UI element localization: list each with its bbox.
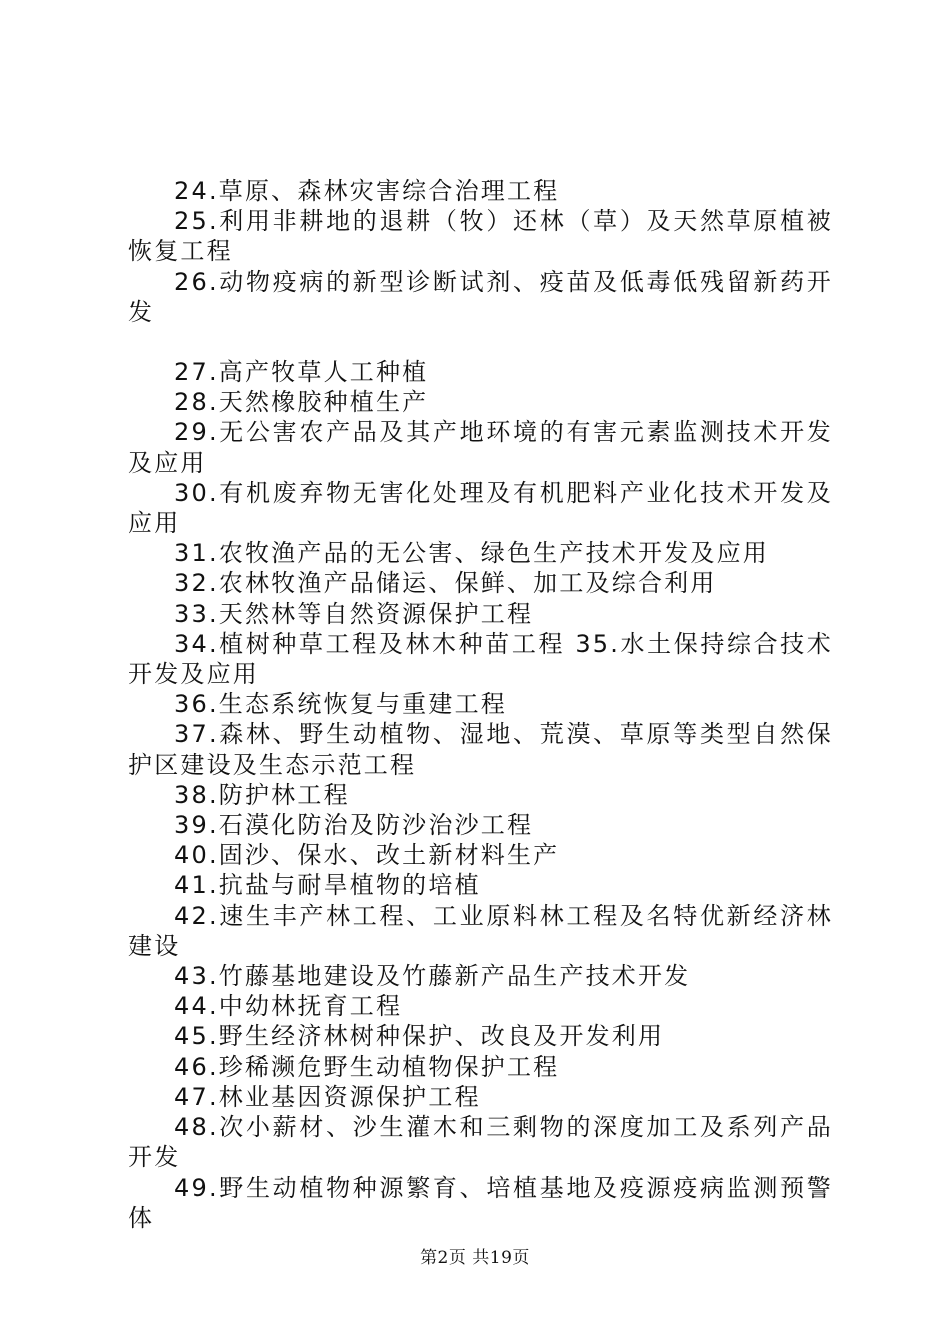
list-item: 25.利用非耕地的退耕（牧）还林（草）及天然草原植被恢复工程: [128, 207, 833, 266]
list-item: 39.石漠化防治及防沙治沙工程: [174, 811, 534, 840]
list-item: 47.林业基因资源保护工程: [174, 1082, 481, 1111]
list-item: 26.动物疫病的新型诊断试剂、疫苗及低毒低残留新药开发: [128, 267, 833, 326]
list-item: 49.野生动植物种源繁育、培植基地及疫源疫病监测预警体: [128, 1173, 833, 1232]
list-item: 34.植树种草工程及林木种苗工程 35.水土保持综合技术开发及应用: [128, 629, 833, 689]
list-item: 41.抗盐与耐旱植物的培植: [174, 871, 481, 900]
list-item: 24.草原、森林灾害综合治理工程: [174, 177, 560, 205]
list-item: 31.农牧渔产品的无公害、绿色生产技术开发及应用: [174, 539, 769, 568]
page-number: 第2页 共19页: [420, 1248, 530, 1268]
list-item: 38.防护林工程: [174, 780, 350, 809]
list-item: 44.中幼林抚育工程: [174, 992, 403, 1021]
list-item: 43.竹藤基地建设及竹藤新产品生产技术开发: [174, 962, 691, 991]
list-item: 27.高产牧草人工种植: [174, 358, 429, 387]
list-item: 30.有机废弃物无害化处理及有机肥料产业化技术开发及应用: [128, 478, 833, 538]
document-body: [128, 176, 833, 1233]
list-item: 40.固沙、保水、改土新材料生产: [174, 841, 560, 870]
list-item: 28.天然橡胶种植生产: [174, 388, 429, 417]
list-item: 36.生态系统恢复与重建工程: [174, 690, 507, 719]
list-item: 48.次小薪材、沙生灌木和三剩物的深度加工及系列产品开发: [128, 1113, 833, 1172]
list-item: 32.农林牧渔产品储运、保鲜、加工及综合利用: [174, 569, 717, 598]
list-item: 37.森林、野生动植物、湿地、荒漠、草原等类型自然保护区建设及生态示范工程: [128, 720, 833, 779]
list-item: 29.无公害农产品及其产地环境的有害元素监测技术开发及应用: [128, 418, 833, 477]
list-item: 42.速生丰产林工程、工业原料林工程及名特优新经济林建设: [128, 901, 833, 960]
page-footer: [0, 1243, 950, 1268]
blank-line: [128, 327, 833, 357]
list-item: 46.珍稀濒危野生动植物保护工程: [174, 1052, 560, 1081]
list-item: 45.野生经济林树种保护、改良及开发利用: [174, 1022, 665, 1051]
list-item: 33.天然林等自然资源保护工程: [174, 599, 534, 628]
